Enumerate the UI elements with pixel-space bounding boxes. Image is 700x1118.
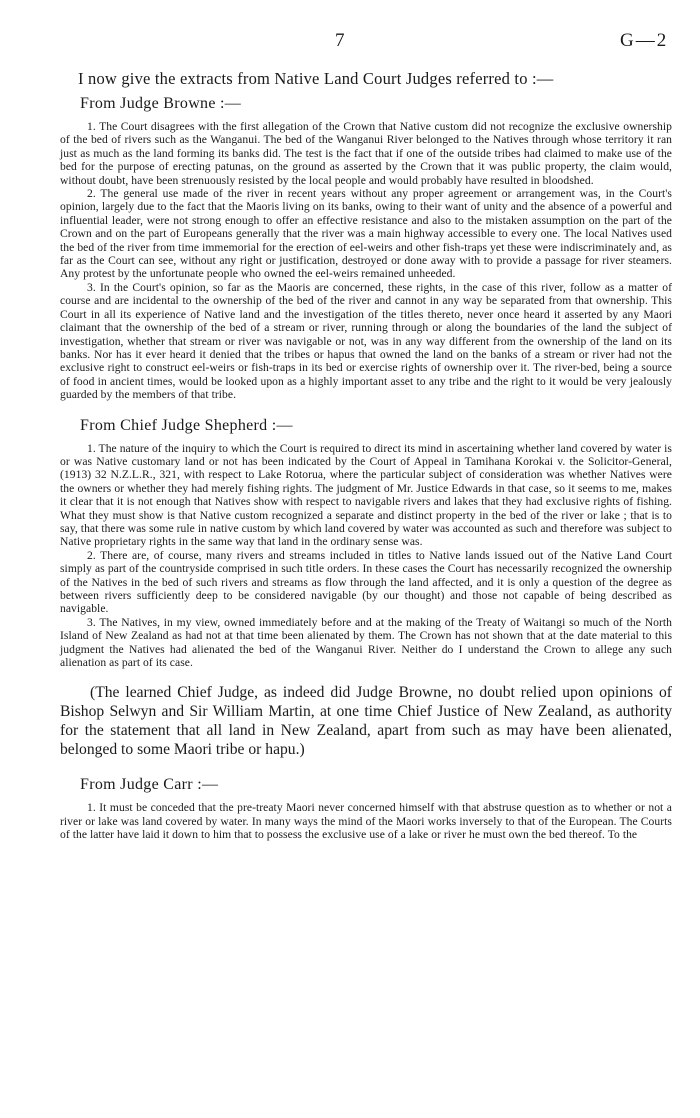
page-body xyxy=(60,68,672,842)
section-heading: From Chief Judge Shepherd :— xyxy=(80,416,293,434)
paragraph: 2. There are, of course, many rivers and streams included in titles to Native lands issued out of the Native Land Court simply as part of the countryside comprised in such title orders. In these cases the Court has necessarily recognized the ownership of the Natives in the bed of such rivers and streams as flow through the land affected, and it is only a question of the degree as between rivers sufficiently deep to be considered navigable (by our thought) and those not capable of being described as navigable. xyxy=(60,548,672,616)
paragraph: 3. The Natives, in my view, owned immediately before and at the making of the Treaty of Waitangi so much of the North Island of New Zealand as had not at that time been alienated by them. The Crown has not shown that at the date material to this judgment the Natives had alienated the bed of the Wanganui River. Neither do I understand the Crown to allege any such alienation as part of its case. xyxy=(60,615,672,670)
paragraph: 2. The general use made of the river in recent years without any proper agreement or arrangement was, in the Court's opinion, largely due to the fact that the Maoris living on its banks, owing to their want of unity and the absence of a powerful and influential leader, were not strong enough to offer an effective resistance and also to the mistaken assumption on the part of the Crown and on the part of Europeans generally that the river was a main highway accessible to every one. The local Natives used the bed of the river from time immemorial for the erection of eel-weirs and other fish-traps yet these were indiscriminately and, as far as the Court can see, without any right or justification, destroyed or done away with to provide a passage for river steamers. Any protest by the unfortunate people who owned the eel-weirs remained unheeded. xyxy=(60,187,672,281)
intro-line: I now give the extracts from Native Land Court Judges referred to :— xyxy=(78,69,554,88)
document-reference: G—2 xyxy=(620,30,669,51)
editorial-note: (The learned Chief Judge, as indeed did Judge Browne, no doubt relied upon opinions of Bishop Selwyn and Sir William Martin, at one time Chief Justice of New Zealand, as authority for the statement that all land in New Zealand, apart from such as may have been alienated, belonged to some Maori tribe or hapu.) xyxy=(60,684,672,759)
paragraph: 1. The nature of the inquiry to which the Court is required to direct its mind in ascertaining whether land covered by water is or was Native customary land or not has been indicated by the Court of Appeal in Tamihana Korokai v. the Solicitor-General, (1913) 32 N.Z.L.R., 321, with respect to Lake Rotorua, where the particular subject of consideration was whether Natives were the owners or whether they had merely fishing rights. The judgment of Mr. Justice Edwards in that case, so it seems to me, makes it clear that it is not enough that Natives show with respect to navigable rivers and lakes that they had exclusive rights of fishing. What they must show is that Native custom recognized a separate and distinct property in the bed of the river or lake ; that is to say, that there was some rule in native custom by which land covered by water was accounted as such and therefore was subject to Native proprietary rights in the same way that land in the ordinary sense was. xyxy=(60,441,672,549)
page-number: 7 xyxy=(335,30,346,51)
section-judge-browne xyxy=(60,94,672,402)
paragraph: 1. The Court disagrees with the first allegation of the Crown that Native custom did not recognize the exclusive ownership of the bed of rivers such as the Wanganui. The bed of the Wanganui River belonged to the Natives through whose territory it ran just as much as the land forming its banks did. The test is the fact that if one of the outside tribes had claimed to make use of the bed for the purpose of erecting patunas, on the ground as asserted by the Crown that it was public property, the claim would, without doubt, have been strenuously resisted by the local people and would probably have resulted in bloodshed. xyxy=(60,120,672,187)
paragraph: 1. It must be conceded that the pre-treaty Maori never concerned himself with that abstruse question as to whether or not a river or lake was land covered by water. In many ways the mind of the Maori works inversely to that of the European. The Courts of the latter have laid it down to him that to possess the exclusive use of a lake or river he must own the bed thereof. To the xyxy=(60,801,672,842)
section-heading: From Judge Browne :— xyxy=(80,95,242,112)
paragraph: 3. In the Court's opinion, so far as the Maoris are concerned, these rights, in the case of this river, follow as a matter of course and are incidental to the ownership of the bed of the river and cannot in any way be separated from that ownership. This Court in all its experience of Native land and the investigation of the titles thereto, never once heard it asserted by any Maori claimant that the ownership of the bed of a stream or river, running through or along the boundaries of the land the subject of investigation, whether that stream or river was navigable or not, was in any way different from the ownership of the land on its banks. Nor has it ever heard it denied that the tribes or hapus that owned the land on the banks of a stream or river had not the exclusive right to construct eel-weirs or fish-traps in its bed or exercise rights of ownership over it. The river-bed, being a source of food in ancient times, would be looked upon as a highly important asset to any tribe and the right to it would be very jealously guarded by the members of that tribe. xyxy=(60,280,672,402)
section-chief-judge-shepherd xyxy=(60,416,672,670)
section-heading: From Judge Carr :— xyxy=(80,776,219,794)
section-judge-carr xyxy=(60,775,672,841)
